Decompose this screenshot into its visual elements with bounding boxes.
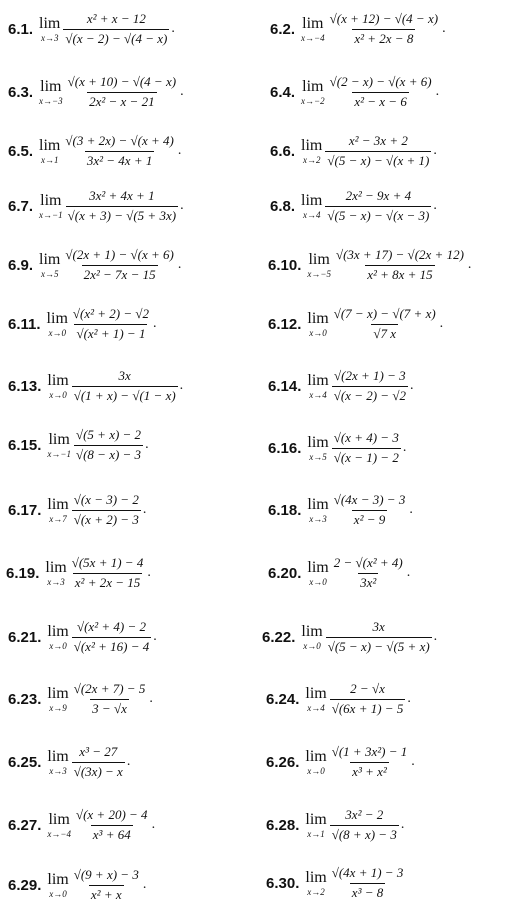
limit-operator	[39, 138, 60, 165]
limit-operator	[47, 373, 68, 400]
limit-subscript: x→5	[309, 451, 327, 462]
limit-word: lim	[39, 14, 61, 32]
limit-subscript: x→0	[48, 327, 66, 338]
numerator: √(2x + 1) − √(x + 6)	[65, 247, 174, 262]
limit-subscript: x→−1	[39, 209, 63, 220]
numerator: √(x² + 2) − √2	[72, 306, 150, 321]
problem-6-12	[268, 307, 443, 342]
period: .	[145, 437, 149, 453]
problem-number: 6.23.	[8, 690, 42, 708]
denominator: √(5 − x) − √(5 + x)	[327, 638, 430, 654]
limit-operator	[307, 311, 328, 338]
problem-number: 6.4.	[270, 83, 296, 101]
problem-number: 6.30.	[266, 874, 300, 892]
limit-subscript: x→1	[307, 828, 325, 839]
denominator: x² + 8x + 15	[367, 266, 433, 282]
fraction	[332, 493, 408, 528]
fraction	[63, 134, 175, 169]
problem-6-9	[8, 248, 181, 283]
limit-word: lim	[48, 430, 70, 448]
limit-operator	[47, 432, 71, 459]
limit-operator	[307, 252, 331, 279]
problem-number: 6.8.	[270, 197, 296, 215]
problem-number: 6.18.	[268, 501, 302, 519]
limit-word: lim	[301, 622, 323, 640]
numerator: √(x + 12) − √(4 − x)	[329, 11, 439, 26]
fraction	[332, 369, 408, 404]
limit-subscript: x→4	[302, 209, 321, 220]
fraction	[71, 307, 151, 342]
period: .	[402, 440, 407, 456]
denominator: 3 − √x	[92, 700, 127, 716]
numerator: √(2x + 1) − 3	[334, 368, 406, 383]
limit-operator	[307, 435, 328, 462]
problem-number: 6.24.	[266, 690, 300, 708]
numerator: √(3 + 2x) − √(x + 4)	[65, 133, 174, 148]
numerator: √(7 − x) − √(7 + x)	[333, 306, 436, 321]
problem-number: 6.7.	[8, 197, 34, 215]
limit-subscript: x→−3	[39, 95, 63, 106]
problem-number: 6.16.	[268, 439, 302, 457]
limit-word: lim	[47, 684, 69, 702]
limit-operator	[47, 749, 68, 776]
limit-operator	[305, 686, 326, 713]
limit-subscript: x→−4	[47, 828, 71, 839]
problem-6-3	[8, 75, 184, 110]
period: .	[153, 316, 157, 332]
problem-number: 6.6.	[270, 142, 296, 160]
problem-6-28	[266, 808, 404, 843]
fraction	[330, 682, 406, 717]
denominator: √(x² + 1) − 1	[76, 325, 146, 341]
problem-6-19	[6, 556, 151, 591]
problem-number: 6.2.	[270, 20, 296, 38]
limit-subscript: x→−2	[301, 95, 325, 106]
limit-subscript: x→4	[307, 702, 325, 713]
fraction	[74, 808, 150, 843]
problem-6-17	[8, 493, 146, 528]
problem-number: 6.5.	[8, 142, 34, 160]
problem-6-27	[8, 808, 155, 843]
period: .	[411, 754, 415, 770]
problem-number: 6.3.	[8, 83, 34, 101]
fraction	[325, 134, 431, 169]
problem-6-7	[8, 189, 184, 224]
limit-subscript: x→−5	[307, 268, 331, 279]
denominator: √(x + 3) − √(5 + 3x)	[67, 207, 177, 223]
problem-number: 6.13.	[8, 377, 42, 395]
fraction	[66, 75, 178, 110]
problem-number: 6.25.	[8, 753, 42, 771]
numerator: 3x	[372, 619, 385, 634]
denominator: √(x − 1) − 2	[333, 449, 399, 465]
limit-word: lim	[39, 250, 61, 268]
limit-subscript: x→0	[307, 765, 325, 776]
denominator: x² + 2x − 15	[74, 574, 141, 590]
limit-word: lim	[48, 810, 70, 828]
problem-6-1	[8, 12, 175, 47]
problem-6-30	[266, 866, 405, 901]
problem-6-21	[8, 620, 157, 655]
limit-word: lim	[305, 747, 327, 765]
limit-subscript: x→0	[49, 389, 67, 400]
problem-number: 6.14.	[268, 377, 302, 395]
limit-subscript: x→−1	[47, 448, 71, 459]
numerator: √(2 − x) − √(x + 6)	[329, 74, 432, 89]
limit-operator	[307, 560, 328, 587]
fraction	[330, 808, 399, 843]
denominator: x³ − 8	[351, 884, 384, 900]
problem-6-23	[8, 682, 153, 717]
limit-subscript: x→0	[49, 888, 67, 899]
limit-subscript: x→−4	[301, 32, 325, 43]
limit-word: lim	[305, 684, 327, 702]
numerator: x² + x − 12	[86, 11, 146, 26]
fraction	[328, 75, 434, 110]
problem-number: 6.20.	[268, 564, 302, 582]
limit-word: lim	[307, 309, 329, 327]
limit-operator	[301, 193, 322, 220]
limit-word: lim	[307, 371, 329, 389]
problem-6-8	[270, 189, 437, 224]
period: .	[126, 754, 131, 770]
limit-operator	[47, 311, 68, 338]
denominator: x² − x − 6	[354, 93, 407, 109]
limit-operator	[305, 812, 326, 839]
limit-operator	[307, 373, 328, 400]
fraction	[330, 745, 410, 780]
limit-operator	[47, 686, 68, 713]
period: .	[439, 316, 444, 332]
problem-6-15	[8, 428, 149, 463]
numerator: √(5 + x) − 2	[75, 427, 142, 442]
limit-operator	[45, 560, 66, 587]
limit-word: lim	[47, 371, 69, 389]
numerator: √(2x + 7) − 5	[73, 681, 146, 696]
problem-number: 6.15.	[8, 436, 42, 454]
numerator: √(4x + 1) − 3	[331, 865, 404, 880]
limit-operator	[301, 79, 325, 106]
limit-word: lim	[46, 309, 68, 327]
numerator: √(5x + 1) − 4	[71, 555, 144, 570]
limit-subscript: x→5	[40, 268, 59, 279]
limit-subscript: x→3	[40, 32, 59, 43]
limit-word: lim	[47, 870, 69, 888]
problem-number: 6.9.	[8, 256, 34, 274]
fraction	[332, 307, 438, 342]
limit-word: lim	[302, 14, 324, 32]
limit-operator	[305, 870, 326, 897]
problem-6-4	[270, 75, 439, 110]
problem-6-16	[268, 431, 406, 466]
denominator: √(6x + 1) − 5	[331, 700, 404, 716]
limit-subscript: x→2	[307, 886, 325, 897]
fraction	[334, 248, 466, 283]
limit-subscript: x→3	[47, 576, 65, 587]
limit-word: lim	[47, 622, 69, 640]
period: .	[177, 257, 182, 273]
period: .	[177, 143, 182, 159]
denominator: x³ + 64	[92, 826, 131, 842]
limit-subscript: x→0	[49, 640, 67, 651]
limit-subscript: x→2	[302, 154, 321, 165]
numerator: x³ − 27	[79, 744, 118, 759]
problem-number: 6.22.	[262, 628, 296, 646]
limit-word: lim	[301, 136, 323, 154]
fraction	[332, 556, 405, 591]
limit-operator	[307, 497, 328, 524]
denominator: x² + 2x − 8	[354, 30, 414, 46]
problem-6-29	[8, 868, 146, 903]
limit-operator	[47, 812, 71, 839]
limit-subscript: x→0	[303, 640, 321, 651]
limit-subscript: x→7	[49, 513, 67, 524]
limit-operator	[305, 749, 326, 776]
period: .	[467, 257, 472, 273]
limit-word: lim	[302, 77, 324, 95]
denominator: √(5 − x) − √(x + 1)	[327, 152, 430, 168]
limit-word: lim	[39, 136, 61, 154]
period: .	[171, 21, 175, 37]
numerator: 3x	[118, 368, 131, 383]
period: .	[153, 629, 157, 645]
denominator: 3x²	[360, 574, 377, 590]
limit-subscript: x→0	[309, 327, 327, 338]
limit-word: lim	[305, 868, 327, 886]
numerator: 2 − √x	[350, 681, 385, 696]
limit-word: lim	[307, 433, 329, 451]
denominator: √(8 + x) − 3	[331, 826, 397, 842]
fraction	[72, 493, 141, 528]
limit-operator	[301, 624, 322, 651]
fraction	[66, 189, 178, 224]
fraction	[325, 189, 431, 224]
limit-word: lim	[40, 191, 62, 209]
fraction	[63, 12, 169, 47]
denominator: √(8 − x) − 3	[75, 446, 142, 462]
limit-operator	[301, 138, 322, 165]
problem-number: 6.27.	[8, 816, 42, 834]
denominator: 3x² − 4x + 1	[86, 152, 153, 168]
denominator: x² − 9	[353, 511, 386, 527]
fraction	[72, 620, 152, 655]
denominator: √(3x) − x	[73, 763, 123, 779]
numerator: 2x² − 9x + 4	[345, 188, 412, 203]
numerator: x² − 3x + 2	[348, 133, 408, 148]
numerator: 2 − √(x² + 4)	[333, 555, 403, 570]
period: .	[151, 817, 156, 833]
fraction	[72, 682, 148, 717]
period: .	[180, 84, 184, 100]
fraction	[70, 556, 146, 591]
fraction	[72, 868, 141, 903]
limit-operator	[47, 624, 68, 651]
problem-number: 6.10.	[268, 256, 302, 274]
problem-6-11	[8, 307, 157, 342]
limit-word: lim	[307, 558, 329, 576]
numerator: √(x + 10) − √(4 − x)	[67, 74, 177, 89]
denominator: √7 x	[373, 325, 397, 341]
period: .	[179, 378, 184, 394]
denominator: x³ + x²	[352, 763, 387, 779]
limit-word: lim	[307, 495, 329, 513]
period: .	[406, 565, 411, 581]
period: .	[409, 502, 413, 518]
limit-operator	[47, 497, 68, 524]
problem-number: 6.12.	[268, 315, 302, 333]
fraction	[74, 428, 143, 463]
problem-6-2	[270, 12, 446, 47]
period: .	[433, 629, 438, 645]
problem-6-14	[268, 369, 413, 404]
problem-6-13	[8, 369, 183, 404]
problem-number: 6.1.	[8, 20, 34, 38]
period: .	[409, 378, 414, 394]
problem-6-20	[268, 556, 410, 591]
denominator: 2x² − x − 21	[89, 93, 155, 109]
numerator: √(x² + 4) − 2	[76, 619, 146, 634]
limit-word: lim	[301, 191, 323, 209]
fraction	[72, 369, 178, 404]
limit-subscript: x→3	[309, 513, 327, 524]
period: .	[142, 502, 147, 518]
denominator: √(x − 2) − √(4 − x)	[65, 30, 168, 46]
limit-subscript: x→4	[309, 389, 327, 400]
period: .	[407, 691, 411, 707]
problem-number: 6.11.	[8, 315, 41, 333]
period: .	[435, 84, 440, 100]
numerator: √(x − 3) − 2	[73, 492, 139, 507]
period: .	[400, 817, 405, 833]
denominator: √(x + 2) − 3	[73, 511, 139, 527]
limit-operator	[39, 252, 60, 279]
period: .	[180, 198, 184, 214]
numerator: √(3x + 17) − √(2x + 12)	[335, 247, 464, 262]
fraction	[328, 12, 440, 47]
limit-subscript: x→1	[40, 154, 59, 165]
numerator: 3x² − 2	[345, 807, 384, 822]
period: .	[433, 143, 437, 159]
numerator: √(4x − 3) − 3	[333, 492, 406, 507]
fraction	[326, 620, 432, 655]
denominator: 2x² − 7x − 15	[83, 266, 156, 282]
numerator: √(1 + 3x²) − 1	[331, 744, 408, 759]
limit-operator	[39, 16, 60, 43]
limit-word: lim	[305, 810, 327, 828]
numerator: √(9 + x) − 3	[73, 867, 139, 882]
limit-word: lim	[47, 747, 69, 765]
period: .	[442, 21, 446, 37]
problem-6-24	[266, 682, 411, 717]
fraction	[63, 248, 175, 283]
problem-6-18	[268, 493, 413, 528]
problem-6-22	[262, 620, 437, 655]
problem-number: 6.17.	[8, 501, 42, 519]
problem-number: 6.26.	[266, 753, 300, 771]
problem-6-6	[270, 134, 437, 169]
limit-operator	[301, 16, 325, 43]
problem-6-5	[8, 134, 181, 169]
limit-subscript: x→3	[49, 765, 67, 776]
fraction	[72, 745, 125, 780]
limit-operator	[39, 79, 63, 106]
problem-6-25	[8, 745, 130, 780]
denominator: x² + x	[90, 886, 122, 902]
problem-number: 6.21.	[8, 628, 42, 646]
limit-word: lim	[47, 495, 69, 513]
limit-word: lim	[45, 558, 67, 576]
problem-number: 6.19.	[6, 564, 40, 582]
limit-subscript: x→0	[309, 576, 327, 587]
limit-word: lim	[40, 77, 62, 95]
denominator: √(x² + 16) − 4	[73, 638, 150, 654]
limit-operator	[47, 872, 68, 899]
numerator: 3x² + 4x + 1	[89, 188, 155, 203]
numerator: √(x + 4) − 3	[333, 430, 399, 445]
fraction	[330, 866, 406, 901]
period: .	[433, 198, 437, 214]
limit-operator	[39, 193, 63, 220]
problem-6-26	[266, 745, 415, 780]
problem-6-10	[268, 248, 471, 283]
period: .	[142, 877, 147, 893]
problem-number: 6.29.	[8, 876, 42, 894]
denominator: √(1 + x) − √(1 − x)	[73, 387, 176, 403]
denominator: √(x − 2) − √2	[333, 387, 406, 403]
denominator: √(5 − x) − √(x − 3)	[327, 207, 430, 223]
problem-number: 6.28.	[266, 816, 300, 834]
fraction	[332, 431, 401, 466]
period: .	[149, 691, 153, 707]
period: .	[147, 565, 151, 581]
limit-subscript: x→9	[49, 702, 67, 713]
numerator: √(x + 20) − 4	[75, 807, 148, 822]
limit-word: lim	[308, 250, 330, 268]
